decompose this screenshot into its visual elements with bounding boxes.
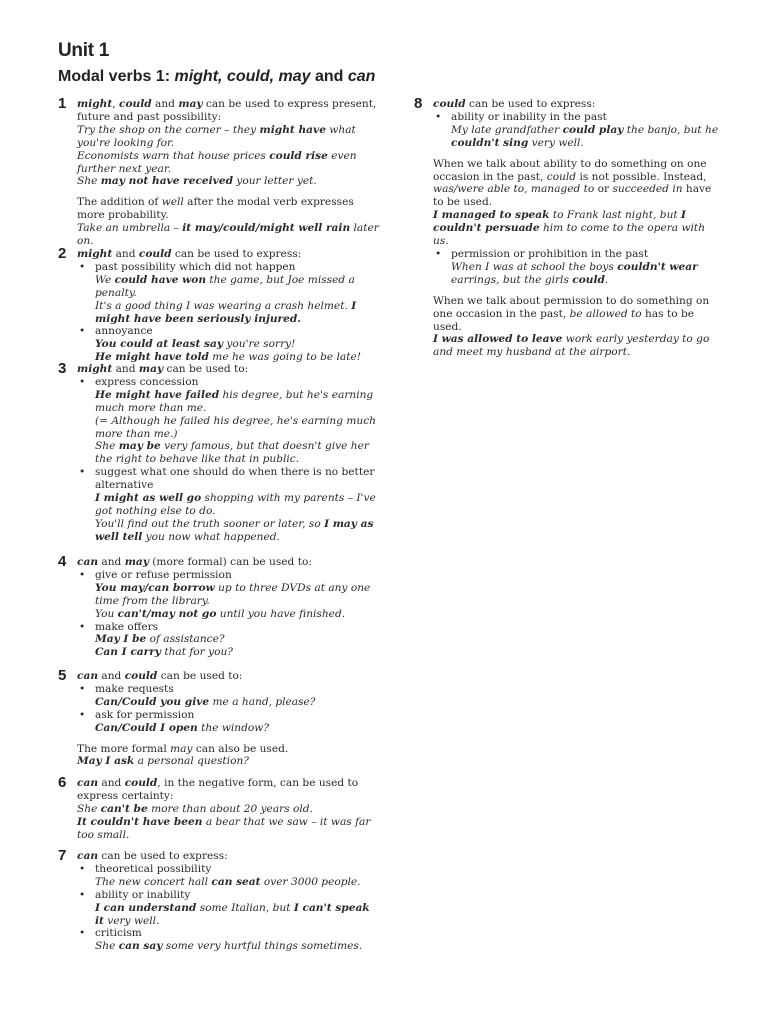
example-sentence: You'll find out the truth sooner or later, so I may as well tell you now what happened. — [95, 517, 374, 543]
section-note: When we talk about ability to do something on one occasion in the past, could is not possible. Instead, was/were able to, managed to or succeeded in have to be used. — [433, 157, 712, 209]
example-sentence: Try the shop on the corner – they might have what you're looking for. — [77, 123, 356, 149]
section-number: 1 — [58, 95, 67, 112]
bullet-icon: • — [435, 247, 442, 260]
bullet-icon: • — [79, 375, 86, 388]
bullet-icon: • — [79, 466, 86, 479]
example-sentence: I might as well go shopping with my parents – I've got nothing else to do. — [95, 492, 376, 517]
section-number: 4 — [58, 553, 67, 570]
bullet-item: • ability or inability I can understand some Italian, but I can't speak it very well. — [77, 889, 382, 928]
unit-heading: Unit 1 — [58, 40, 109, 61]
bullet-item: • theoretical possibility The new concert hall can seat over 3000 people. — [77, 863, 382, 889]
example-sentence: She may be very famous, but that doesn't give her the right to behave like that in public. — [95, 440, 369, 466]
example-sentence: I can understand some Italian, but I can't speak it very well. — [95, 901, 370, 927]
bullet-icon: • — [79, 260, 86, 273]
example-sentence: My late grandfather could play the banjo, but he couldn't sing very well. — [451, 123, 719, 149]
section-number: 2 — [58, 245, 67, 262]
section-intro: might and could can be used to express: — [77, 248, 302, 260]
bullet-icon: • — [79, 708, 86, 721]
example-sentence: He might have failed his degree, but he's earning much more than me. — [95, 388, 374, 414]
example-sentence: May I be of assistance? — [95, 633, 225, 646]
section-note: When we talk about permission to do something on one occasion in the past, be allowed to has to be used. — [433, 294, 710, 333]
example-sentence: (= Although he failed his degree, he's earning much more than me.) — [95, 414, 377, 440]
bullet-icon: • — [79, 682, 86, 695]
bullet-icon: • — [79, 620, 86, 633]
bullet-item: • criticism She can say some very hurtful things sometimes. — [77, 927, 382, 953]
bullet-item: • make requests Can/Could you give me a hand, please? — [77, 683, 382, 709]
section-intro: can and may (more formal) can be used to: — [77, 556, 312, 568]
bullet-item: • annoyance You could at least say you're sorry! He might have told me he was going to be late! — [77, 325, 382, 364]
example-sentence: You can't/may not go until you have finished. — [95, 607, 346, 620]
example-sentence: She may not have received your letter yet. — [77, 175, 317, 188]
example-sentence: I was allowed to leave work early yesterday to go and meet my husband at the airport. — [433, 333, 710, 359]
section-number: 3 — [58, 360, 67, 377]
section-intro: can can be used to express: — [77, 850, 228, 862]
section-note: The addition of well after the modal verb expresses more probability. — [77, 196, 354, 222]
section-note: The more formal may can also be used. — [77, 742, 289, 755]
section-number: 6 — [58, 774, 67, 791]
example-sentence: She can't be more than about 20 years old. — [77, 802, 313, 815]
example-sentence: I managed to speak to Frank last night, but I couldn't persuade him to come to the opera with us. — [433, 209, 706, 248]
bullet-item: • ability or inability in the past My late grandfather could play the banjo, but he couldn't sing very well. — [433, 111, 723, 150]
bullet-item: • express concession He might have failed his degree, but he's earning much more than me. (= Although he failed his degree, he's earning much more than me.) She may be very famous, but that doesn't give her the right to behave like that in public. — [77, 376, 382, 466]
example-sentence: Can/Could I open the window? — [95, 721, 270, 734]
bullet-icon: • — [79, 888, 86, 901]
example-sentence: Economists warn that house prices could rise even further next year. — [77, 149, 357, 175]
section-number: 8 — [414, 95, 423, 112]
example-sentence: It couldn't have been a bear that we saw – it was far too small. — [77, 815, 371, 841]
section-number: 7 — [58, 847, 67, 864]
example-sentence: It's a good thing I was wearing a crash helmet. I might have been seriously injured. — [95, 299, 357, 325]
bullet-item: • permission or prohibition in the past When I was at school the boys couldn't wear earrings, but the girls could. — [433, 248, 723, 287]
example-sentence: The new concert hall can seat over 3000 people. — [95, 875, 361, 888]
section-intro: might, could and may can be used to express present, future and past possibility: — [77, 98, 377, 123]
section-intro: can and could, in the negative form, can be used to express certainty: — [77, 777, 359, 802]
example-sentence: Can/Could you give me a hand, please? — [95, 695, 316, 708]
example-sentence: You could at least say you're sorry! — [95, 338, 296, 351]
section-intro: could can be used to express: — [433, 98, 596, 110]
example-sentence: He might have told me he was going to be late! — [95, 351, 362, 364]
bullet-icon: • — [79, 927, 86, 940]
page-title: Modal verbs 1: might, could, may and can — [58, 68, 376, 85]
bullet-item: • past possibility which did not happen We could have won the game, but Joe missed a penalty. It's a good thing I was wearing a crash helmet. I might have been seriously injured. — [77, 261, 382, 326]
bullet-icon: • — [435, 110, 442, 123]
bullet-icon: • — [79, 325, 86, 338]
bullet-icon: • — [79, 862, 86, 875]
section-intro: might and may can be used to: — [77, 363, 249, 375]
section-intro: can and could can be used to: — [77, 670, 243, 682]
section-number: 5 — [58, 667, 67, 684]
example-sentence: When I was at school the boys couldn't wear earrings, but the girls could. — [451, 260, 698, 286]
example-sentence: May I ask a personal question? — [77, 755, 249, 768]
example-sentence: Take an umbrella – it may/could/might well rain later on. — [77, 222, 379, 248]
bullet-item: • suggest what one should do when there is no better alternative I might as well go shopping with my parents – I've got nothing else to do. You'll find out the truth sooner or later, so I may as well tell you now what happened. — [77, 466, 382, 543]
bullet-icon: • — [79, 568, 86, 581]
bullet-item: • give or refuse permission You may/can borrow up to three DVDs at any one time from the library. You can't/may not go until you have finished. — [77, 569, 382, 621]
example-sentence: Can I carry that for you? — [95, 646, 233, 659]
bullet-item: • make offers May I be of assistance? Can I carry that for you? — [77, 621, 382, 660]
example-sentence: She can say some very hurtful things sometimes. — [95, 940, 363, 953]
example-sentence: You may/can borrow up to three DVDs at any one time from the library. — [95, 581, 371, 607]
example-sentence: We could have won the game, but Joe missed a penalty. — [95, 273, 355, 299]
bullet-item: • ask for permission Can/Could I open the window? — [77, 709, 382, 735]
